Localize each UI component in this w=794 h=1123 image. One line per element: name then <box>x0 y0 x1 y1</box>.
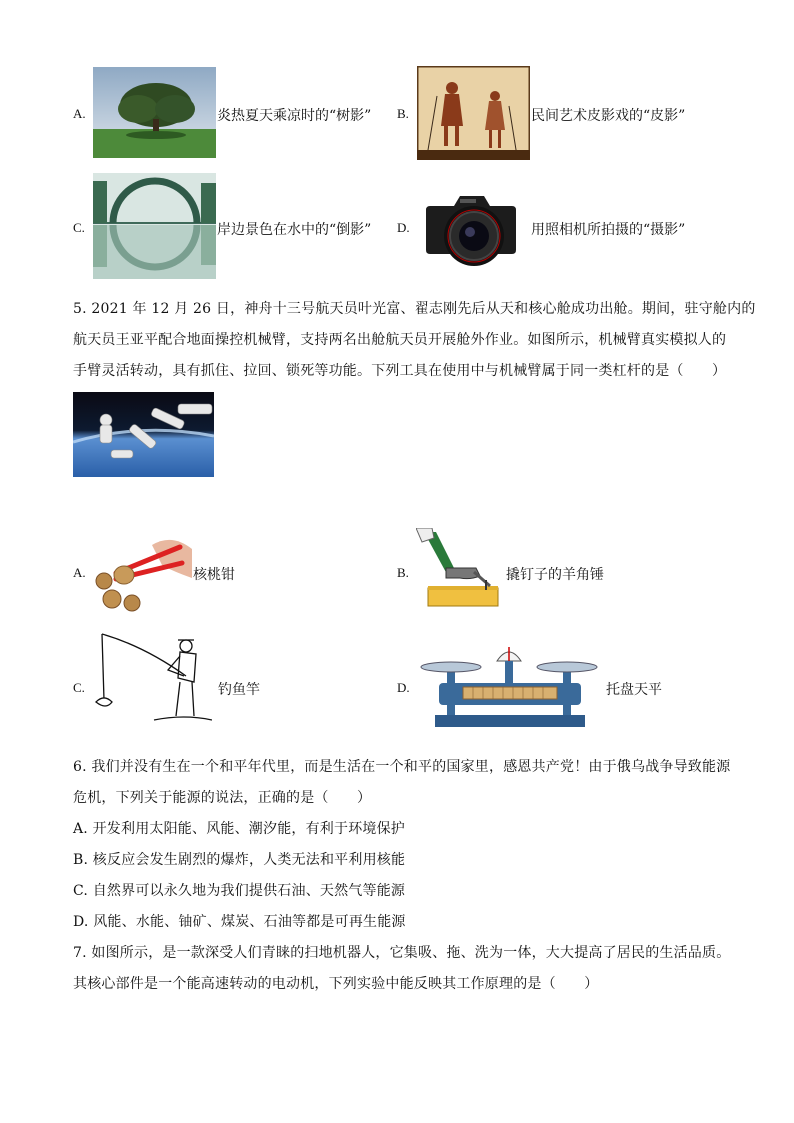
q6-option-b: B. 核反应会发生剧烈的爆炸，人类无法和平利用核能 <box>73 852 406 868</box>
shadow-puppet-photo <box>417 66 530 160</box>
q6-line-1: 6. 我们并没有生在一个和平年代里，而是生活在一个和平的国家里，感恩共产党！由于俄乌战争导致能源 <box>73 759 731 775</box>
q4-option-d-letter: D. <box>397 220 410 235</box>
q5-option-b-text: 撬钉子的羊角锤 <box>506 567 604 583</box>
q5-option-b-letter: B. <box>397 565 409 580</box>
walnut-cracker-photo <box>92 523 192 615</box>
q5-option-a-letter: A. <box>73 565 86 580</box>
q5-line-2: 航天员王亚平配合地面操控机械臂，支持两名出舱航天员开展舱外作业。如图所示，机械臂真实模拟人的 <box>73 332 727 348</box>
q6-option-a: A. 开发利用太阳能、风能、潮汐能，有利于环境保护 <box>73 821 406 837</box>
q5-line-3: 手臂灵活转动，具有抓住、拉回、锁死等功能。下列工具在使用中与机械臂属于同一类杠杆的是（ ） <box>73 363 727 379</box>
claw-hammer-drawing <box>416 528 500 610</box>
q5-option-d-letter: D. <box>397 680 410 695</box>
camera-photo <box>424 184 518 274</box>
q7-line-2: 其核心部件是一个能高速转动的电动机，下列实验中能反映其工作原理的是（ ） <box>73 976 599 992</box>
q4-option-c-letter: C. <box>73 220 85 235</box>
tree-photo <box>93 67 216 158</box>
bridge-reflection-photo <box>93 173 216 279</box>
fishing-rod-drawing <box>94 630 212 728</box>
q6-line-2: 危机，下列关于能源的说法，正确的是（ ） <box>73 790 372 806</box>
q6-option-d: D. 风能、水能、铀矿、煤炭、石油等都是可再生能源 <box>73 914 406 930</box>
q5-line-1: 5. 2021 年 12 月 26 日，神舟十三号航天员叶光富、翟志刚先后从天和核心舱成功出舱。期间，驻守舱内的 <box>73 301 756 317</box>
q4-option-c-text: 岸边景色在水中的“倒影” <box>217 222 372 238</box>
q5-option-d-text: 托盘天平 <box>606 682 662 698</box>
robotic-arm-photo <box>73 392 214 477</box>
q5-option-c-letter: C. <box>73 680 85 695</box>
q5-option-c-text: 钓鱼竿 <box>218 682 260 698</box>
q4-option-b-text: 民间艺术皮影戏的“皮影” <box>531 108 686 124</box>
q4-option-b-letter: B. <box>397 106 409 121</box>
q4-option-d-text: 用照相机所拍摄的“摄影” <box>531 222 686 238</box>
q7-line-1: 7. 如图所示，是一款深受人们青睐的扫地机器人，它集吸、拖、洗为一体，大大提高了居民的生活品质。 <box>73 945 731 961</box>
balance-scale-drawing <box>417 639 601 729</box>
q4-option-a-text: 炎热夏天乘凉时的“树影” <box>217 108 372 124</box>
q5-option-a-text: 核桃钳 <box>193 567 235 583</box>
q6-option-c: C. 自然界可以永久地为我们提供石油、天然气等能源 <box>73 883 406 899</box>
q4-option-a-letter: A. <box>73 106 86 121</box>
